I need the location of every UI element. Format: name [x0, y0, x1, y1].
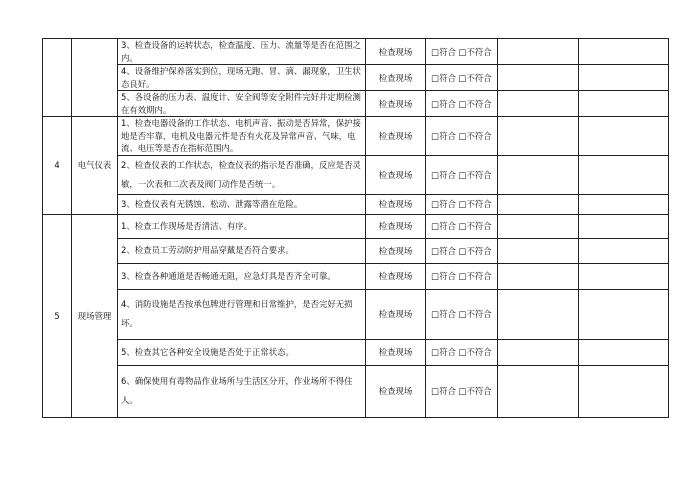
blank-cell — [498, 65, 579, 91]
check-item: 1、检查工作现场是否清洁、有序。 — [118, 214, 366, 238]
check-item: 6、确保使用有毒物品作业场所与生活区分开，作业场所不得住人。 — [118, 365, 366, 417]
option-yes[interactable]: □符合 — [431, 245, 456, 256]
option-no[interactable]: □不符合 — [458, 46, 492, 57]
blank-cell — [579, 39, 669, 65]
option-no[interactable]: □不符合 — [458, 98, 492, 109]
result-options[interactable] — [426, 39, 498, 65]
check-item: 2、检查员工劳动防护用品穿戴是否符合要求。 — [118, 238, 366, 263]
check-item: 1、检查电器设备的工作状态、电机声音、振动是否异常，保护接地是否牢靠，电机及电器元件是否有火花及异常声音、气味，电流、电压等是否在指标范围内。 — [118, 117, 366, 156]
check-method: 检查现场 — [366, 39, 426, 65]
blank-cell — [579, 238, 669, 263]
inspection-table — [42, 38, 669, 418]
check-item: 5、各设备的压力表、温度计、安全阀等安全附件完好并定期检测在有效期内。 — [118, 91, 366, 117]
blank-cell — [498, 238, 579, 263]
blank-cell — [498, 91, 579, 117]
option-yes[interactable]: □符合 — [431, 309, 456, 319]
check-item: 3、检查设备的运转状态，检查温度、压力、流量等是否在范围之内。 — [118, 39, 366, 65]
blank-cell — [498, 289, 579, 339]
check-method: 检查现场 — [366, 65, 426, 91]
option-yes[interactable]: □符合 — [431, 130, 456, 141]
check-method: 检查现场 — [366, 263, 426, 289]
option-no[interactable]: □不符合 — [458, 199, 492, 209]
blank-cell — [579, 365, 669, 417]
group-category: 电气仪表 — [72, 117, 118, 215]
option-no[interactable]: □不符合 — [458, 221, 492, 231]
blank-cell — [579, 91, 669, 117]
result-options[interactable] — [426, 194, 498, 214]
table-row — [43, 263, 669, 289]
result-options[interactable] — [426, 214, 498, 238]
check-method: 检查现场 — [366, 365, 426, 417]
check-method: 检查现场 — [366, 214, 426, 238]
result-options[interactable] — [426, 365, 498, 417]
option-no[interactable]: □不符合 — [458, 347, 492, 357]
check-method: 检查现场 — [366, 91, 426, 117]
check-method: 检查现场 — [366, 339, 426, 365]
check-item: 3、检查各种通道是否畅通无阻，应急灯具是否齐全可靠。 — [118, 263, 366, 289]
group-category — [72, 39, 118, 117]
result-options[interactable] — [426, 263, 498, 289]
blank-cell — [498, 339, 579, 365]
check-item: 4、设备维护保养落实到位，现场无跑、冒、滴、漏现象，卫生状态良好。 — [118, 65, 366, 91]
table-row — [43, 194, 669, 214]
check-method: 检查现场 — [366, 117, 426, 156]
check-item: 4、消防设施是否按承包牌进行管理和日常维护，是否完好无损坏。 — [118, 289, 366, 339]
option-no[interactable]: □不符合 — [458, 130, 492, 141]
result-options[interactable] — [426, 65, 498, 91]
result-options[interactable] — [426, 91, 498, 117]
table-row — [43, 289, 669, 339]
result-options[interactable] — [426, 238, 498, 263]
blank-cell — [579, 155, 669, 194]
blank-cell — [579, 339, 669, 365]
blank-cell — [579, 214, 669, 238]
option-yes[interactable]: □符合 — [431, 72, 456, 83]
check-item: 3、检查仪表有无锈蚀、松动、泄露等潜在危险。 — [118, 194, 366, 214]
option-no[interactable]: □不符合 — [458, 169, 492, 180]
result-options[interactable] — [426, 339, 498, 365]
option-yes[interactable]: □符合 — [431, 199, 456, 209]
option-yes[interactable]: □符合 — [431, 347, 456, 357]
blank-cell — [498, 155, 579, 194]
check-item: 2、检查仪表的工作状态，检查仪表的指示是否准确，反应是否灵敏，一次表和二次表及阀门动作是否统一。 — [118, 155, 366, 194]
option-no[interactable]: □不符合 — [458, 309, 492, 319]
result-options[interactable] — [426, 155, 498, 194]
blank-cell — [498, 39, 579, 65]
group-number: 5 — [43, 214, 72, 417]
option-yes[interactable]: □符合 — [431, 169, 456, 180]
table-row — [43, 39, 669, 65]
blank-cell — [498, 194, 579, 214]
blank-cell — [498, 365, 579, 417]
table-row — [43, 91, 669, 117]
option-yes[interactable]: □符合 — [431, 386, 456, 396]
check-method: 检查现场 — [366, 194, 426, 214]
option-no[interactable]: □不符合 — [458, 271, 492, 281]
table-row — [43, 65, 669, 91]
group-number — [43, 39, 72, 117]
blank-cell — [579, 289, 669, 339]
result-options[interactable] — [426, 117, 498, 156]
blank-cell — [579, 117, 669, 156]
group-category: 现场管理 — [72, 214, 118, 417]
blank-cell — [498, 117, 579, 156]
option-no[interactable]: □不符合 — [458, 245, 492, 256]
check-method: 检查现场 — [366, 238, 426, 263]
table-row — [43, 365, 669, 417]
blank-cell — [579, 263, 669, 289]
blank-cell — [579, 65, 669, 91]
table-row — [43, 238, 669, 263]
table-row — [43, 155, 669, 194]
check-item: 5、检查其它各种安全设施是否处于正常状态。 — [118, 339, 366, 365]
table-row — [43, 117, 669, 156]
table-row — [43, 339, 669, 365]
check-method: 检查现场 — [366, 289, 426, 339]
check-method: 检查现场 — [366, 155, 426, 194]
table-row — [43, 214, 669, 238]
option-no[interactable]: □不符合 — [458, 72, 492, 83]
option-no[interactable]: □不符合 — [458, 386, 492, 396]
blank-cell — [498, 214, 579, 238]
option-yes[interactable]: □符合 — [431, 98, 456, 109]
option-yes[interactable]: □符合 — [431, 221, 456, 231]
option-yes[interactable]: □符合 — [431, 271, 456, 281]
group-number: 4 — [43, 117, 72, 215]
option-yes[interactable]: □符合 — [431, 46, 456, 57]
blank-cell — [579, 194, 669, 214]
result-options[interactable] — [426, 289, 498, 339]
blank-cell — [498, 263, 579, 289]
